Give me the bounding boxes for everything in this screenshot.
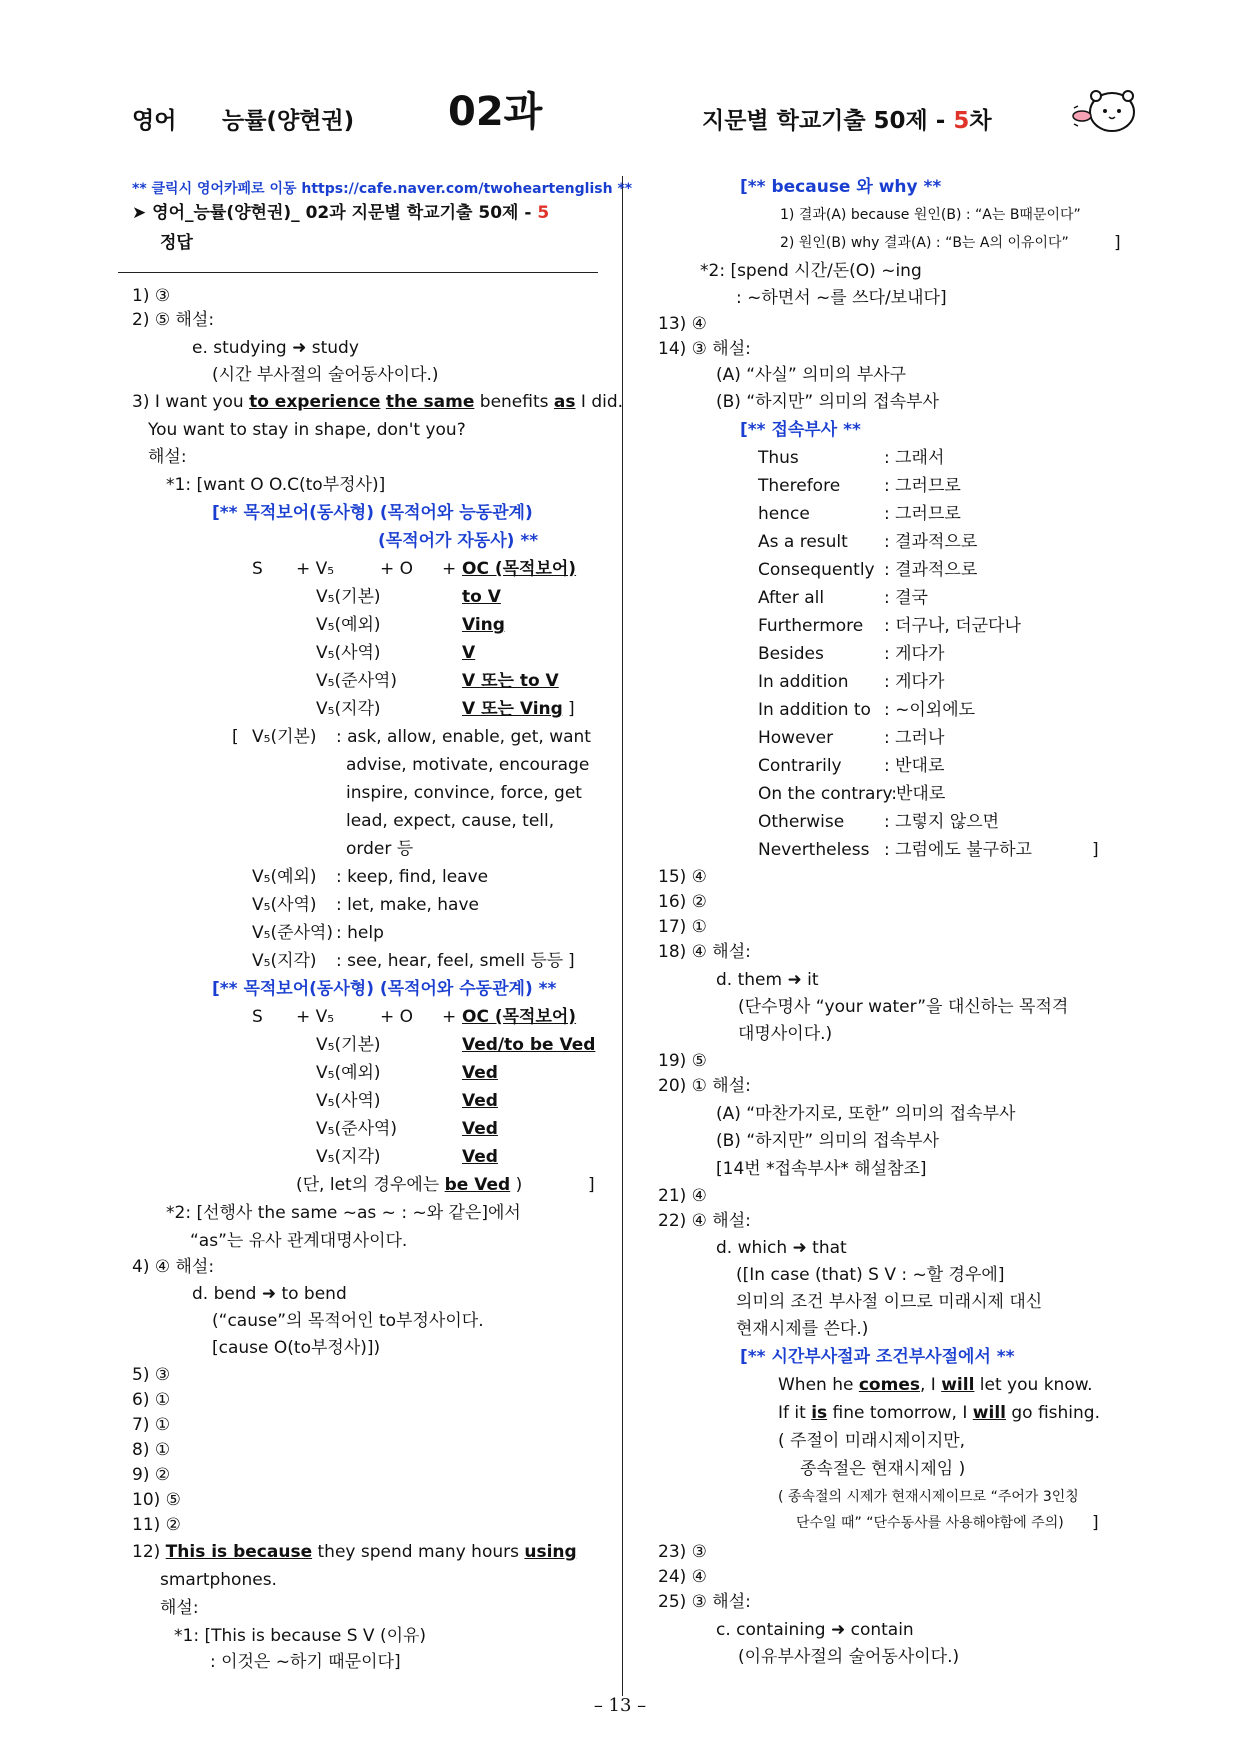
answer-15: 15) ④	[658, 867, 707, 887]
answer-12-num: 12)	[132, 1542, 166, 1562]
answer-4-note: (“cause”의 목적어인 to부정사이다.	[212, 1311, 484, 1331]
active-row-verb: V₅(사역)	[316, 643, 381, 663]
answer-20-a: (A) “마찬가지로, 또한” 의미의 접속부사	[716, 1104, 1016, 1124]
verb-list-key: V₅(예외)	[252, 867, 317, 887]
verb-list-val: lead, expect, cause, tell,	[346, 811, 555, 831]
answer-3-rule1: *1: [want O O.C(to부정사)]	[166, 475, 386, 495]
passive-row-oc: Ved/to be Ved	[462, 1035, 596, 1055]
conj-en: Thus	[758, 448, 799, 468]
answer-20: 20) ① 해설:	[658, 1076, 751, 1096]
active-heading: [** 목적보어(동사형) (목적어와 능동관계)	[212, 503, 533, 523]
verb-list-open: [	[232, 727, 239, 747]
conj-en: Nevertheless	[758, 840, 870, 860]
answer-22-note3: 현재시제를 쓴다.)	[736, 1319, 869, 1339]
conj-en: hence	[758, 504, 810, 524]
example-when	[778, 1374, 1092, 1396]
conj-close: ]	[1092, 840, 1099, 860]
active-heading-2: (목적어가 자동사) **	[378, 531, 539, 551]
conj-en: After all	[758, 588, 825, 608]
clause-close: ]	[1092, 1513, 1099, 1533]
answer-22-fix: d. which ➜ that	[716, 1238, 847, 1258]
passive-note-post: )	[510, 1175, 523, 1195]
because-why-close: ]	[1114, 233, 1121, 253]
answer-2-note: (시간 부사절의 술어동사이다.)	[212, 365, 439, 385]
conj-ko: : 결과적으로	[884, 560, 978, 580]
answer-22-note2: 의미의 조건 부사절 이므로 미래시제 대신	[736, 1292, 1043, 1312]
clause-note2: 종속절은 현재시제임 )	[800, 1459, 966, 1479]
example-when-mid: , I	[919, 1375, 942, 1395]
example-when-u1: comes	[858, 1375, 920, 1395]
answer-16: 16) ②	[658, 892, 707, 912]
answer-13: 13) ④	[658, 314, 707, 334]
conj-ko: : 그러므로	[884, 476, 961, 496]
active-row-verb: V₅(지각)	[316, 699, 381, 719]
example-if-mid: fine tomorrow, I	[827, 1403, 973, 1423]
verb-list-val: : see, hear, feel, smell 등등	[336, 951, 564, 971]
clause-note4: 단수일 때” “단수동사를 사용해야함에 주의)	[796, 1515, 1064, 1531]
conj-ko: : 그러나	[884, 728, 945, 748]
passive-row-verb: V₅(예외)	[316, 1063, 381, 1083]
answer-14: 14) ③ 해설:	[658, 339, 751, 359]
conj-en: In addition	[758, 672, 849, 692]
table-head-s: S	[252, 1007, 263, 1027]
conj-en: Besides	[758, 644, 824, 664]
example-when-pre: When he	[778, 1375, 859, 1395]
why-rule: 2) 원인(B) why 결과(A) : “B는 A의 이유이다”	[780, 235, 1069, 251]
answer-23: 23) ③	[658, 1542, 707, 1562]
conj-en: As a result	[758, 532, 848, 552]
clause-note1: ( 주절이 미래시제이지만,	[778, 1431, 966, 1451]
answer-20-ref: [14번 *접속부사* 해설참조]	[716, 1159, 927, 1179]
answer-12-sentence	[132, 1541, 577, 1563]
answer-9: 9) ②	[132, 1465, 171, 1485]
conj-en: Therefore	[758, 476, 841, 496]
answer-22: 22) ④ 해설:	[658, 1211, 751, 1231]
because-rule: 1) 결과(A) because 원인(B) : “A는 B때문이다”	[780, 207, 1081, 223]
answer-3-explain: 해설:	[148, 447, 187, 467]
answer-3-post: I did.	[575, 392, 624, 412]
page-number: – 13 –	[593, 1695, 647, 1716]
verb-list-val: order 등	[346, 839, 414, 859]
active-row-oc: V 또는 Ving	[462, 699, 563, 719]
answer-12-explain: 해설:	[160, 1598, 199, 1618]
answer-20-b: (B) “하지만” 의미의 접속부사	[716, 1131, 939, 1151]
answer-3-mid: benefits	[474, 392, 554, 412]
active-row-oc: Ving	[462, 615, 505, 635]
passive-row-verb: V₅(기본)	[316, 1035, 381, 1055]
lesson-label: 02과	[448, 89, 543, 135]
answer-19: 19) ⑤	[658, 1051, 707, 1071]
conj-en: Contrarily	[758, 756, 842, 776]
answer-1: 1) ③	[132, 286, 171, 306]
conj-heading: [** 접속부사 **	[740, 420, 861, 440]
conj-ko: : 반대로	[884, 756, 945, 776]
verb-list-val: : help	[336, 923, 384, 943]
conj-ko: : 게다가	[884, 672, 945, 692]
verb-list-val: : keep, find, leave	[336, 867, 489, 887]
verb-list-val: inspire, convince, force, get	[346, 783, 582, 803]
answer-heading	[132, 202, 549, 224]
conj-en: Furthermore	[758, 616, 864, 636]
answer-heading-text: ➤ 영어_능률(양현권)_ 02과 지문별 학교기출 50제 -	[132, 203, 538, 223]
book-label: 능률(양현권)	[222, 108, 355, 134]
conj-ko: : 그러므로	[884, 504, 961, 524]
answer-3-tag: You want to stay in shape, don't you?	[148, 420, 466, 440]
conj-ko: : 결과적으로	[884, 532, 978, 552]
active-table-close: ]	[568, 699, 575, 719]
active-row-verb: V₅(준사역)	[316, 671, 397, 691]
title-suffix: 차	[969, 108, 992, 134]
passive-note-pre: (단, let의 경우에는	[296, 1175, 445, 1195]
answer-14-b: (B) “하지만” 의미의 접속부사	[716, 392, 939, 412]
passive-close: ]	[588, 1175, 595, 1195]
example-if-u2: will	[972, 1403, 1006, 1423]
passive-note-u: be Ved	[444, 1175, 511, 1195]
active-row-oc: V	[462, 643, 476, 663]
answer-8: 8) ①	[132, 1440, 171, 1460]
conj-ko: : ~이외에도	[884, 700, 976, 720]
table-head-o: + O	[380, 1007, 414, 1027]
passive-row-oc: Ved	[462, 1063, 498, 1083]
table-head-o: + O	[380, 559, 414, 579]
answer-18: 18) ④ 해설:	[658, 942, 751, 962]
example-if	[778, 1402, 1100, 1424]
answer-10: 10) ⑤	[132, 1490, 181, 1510]
active-row-oc: V 또는 to V	[462, 671, 559, 691]
subject-label: 영어	[132, 108, 177, 134]
clause-note3: ( 종속절의 시제가 현재시제이므로 “주어가 3인칭	[778, 1489, 1079, 1505]
table-head-s: S	[252, 559, 263, 579]
verb-list-key: V₅(지각)	[252, 951, 317, 971]
table-head-oc: OC (목적보어)	[462, 1007, 577, 1027]
cafe-link[interactable]: ** 클릭시 영어카페로 이동 https://cafe.naver.com/twoheartenglish **	[132, 181, 633, 197]
conj-ko: : 게다가	[884, 644, 945, 664]
verb-list-close: ]	[568, 951, 575, 971]
spend-rule: *2: [spend 시간/돈(O) ~ing	[700, 261, 922, 281]
verb-list-key: V₅(준사역)	[252, 923, 333, 943]
conj-en: Otherwise	[758, 812, 845, 832]
answer-3-u1: to experience	[249, 392, 381, 412]
answer-25-fix: c. containing ➜ contain	[716, 1620, 914, 1640]
answer-3-rule2b: “as”는 유사 관계대명사이다.	[190, 1231, 408, 1251]
example-if-u1: is	[811, 1403, 828, 1423]
passive-row-verb: V₅(준사역)	[316, 1119, 397, 1139]
answer-25: 25) ③ 해설:	[658, 1592, 751, 1612]
passive-row-oc: Ved	[462, 1119, 498, 1139]
answer-4-note2: [cause O(to부정사)])	[212, 1338, 381, 1358]
answer-18-note2: 대명사이다.)	[738, 1024, 833, 1044]
answer-3-rule2: *2: [선행사 the same ~as ~ : ~와 같은]에서	[166, 1203, 521, 1223]
example-if-post: go fishing.	[1005, 1403, 1100, 1423]
answer-5: 5) ③	[132, 1365, 171, 1385]
answer-14-a: (A) “사실” 의미의 부사구	[716, 365, 907, 385]
passive-row-verb: V₅(지각)	[316, 1147, 381, 1167]
table-head-v: + V₅	[296, 1007, 335, 1027]
passive-row-verb: V₅(사역)	[316, 1091, 381, 1111]
example-when-post: let you know.	[974, 1375, 1093, 1395]
answer-2: 2) ⑤ 해설:	[132, 310, 215, 330]
title-prefix: 지문별 학교기출 50제 -	[702, 108, 954, 134]
because-why-heading: [** because 와 why **	[740, 177, 942, 197]
conj-en: On the contrary:	[758, 784, 897, 804]
bear-mascot-icon	[1072, 86, 1142, 136]
answer-3-u3: as	[553, 392, 576, 412]
answer-22-note1: ([In case (that) S V : ~할 경우에]	[736, 1265, 1005, 1285]
conj-en: Consequently	[758, 560, 875, 580]
answer-12-cont: smartphones.	[160, 1570, 277, 1590]
page-header	[132, 80, 1132, 140]
example-if-pre: If it	[778, 1403, 812, 1423]
answer-7: 7) ①	[132, 1415, 171, 1435]
spend-rule-b: : ~하면서 ~를 쓰다/보내다]	[736, 288, 947, 308]
table-head-plus: +	[442, 1007, 457, 1027]
conj-en: In addition to	[758, 700, 871, 720]
answer-12-u2: using	[524, 1542, 577, 1562]
answer-12-mid: they spend many hours	[312, 1542, 525, 1562]
conj-ko: : 더구나, 더군다나	[884, 616, 1021, 636]
answer-label: 정답	[160, 233, 193, 253]
answer-11: 11) ②	[132, 1515, 181, 1535]
answer-12-rule1b: : 이것은 ~하기 때문이다]	[210, 1652, 401, 1672]
passive-heading: [** 목적보어(동사형) (목적어와 수동관계) **	[212, 979, 557, 999]
conj-en: However	[758, 728, 834, 748]
answer-3-u2: the same	[385, 392, 475, 412]
conj-ko: : 그럼에도 불구하고	[884, 840, 1032, 860]
conj-ko: : 그렇지 않으면	[884, 812, 1000, 832]
answer-3-pre: 3) I want you	[132, 392, 250, 412]
clause-heading: [** 시간부사절과 조건부사절에서 **	[740, 1347, 1015, 1367]
verb-list-val: : ask, allow, enable, get, want	[336, 727, 591, 747]
table-head-v: + V₅	[296, 559, 335, 579]
example-when-u2: will	[941, 1375, 975, 1395]
passive-row-oc: Ved	[462, 1091, 498, 1111]
answer-4-fix: d. bend ➜ to bend	[192, 1284, 347, 1304]
active-row-verb: V₅(기본)	[316, 587, 381, 607]
passive-note	[296, 1174, 522, 1196]
active-row-oc: to V	[462, 587, 501, 607]
page-title	[702, 102, 992, 135]
active-row-verb: V₅(예외)	[316, 615, 381, 635]
answer-4: 4) ④ 해설:	[132, 1257, 215, 1277]
table-head-plus: +	[442, 559, 457, 579]
answer-heading-num: 5	[537, 203, 550, 223]
answer-12-u1: This is because	[165, 1542, 313, 1562]
answer-17: 17) ①	[658, 917, 707, 937]
conj-ko: : 그래서	[884, 448, 945, 468]
answer-18-fix: d. them ➜ it	[716, 970, 819, 990]
answer-3-sentence	[132, 391, 623, 413]
verb-list-key: V₅(기본)	[252, 727, 317, 747]
answer-6: 6) ①	[132, 1390, 171, 1410]
conj-ko: 반대로	[896, 784, 946, 804]
table-head-oc: OC (목적보어)	[462, 559, 577, 579]
heading-rule	[118, 272, 598, 273]
answer-12-rule1: *1: [This is because S V (이유)	[174, 1626, 427, 1646]
answer-18-note: (단수명사 “your water”을 대신하는 목적격	[738, 997, 1069, 1017]
answer-21: 21) ④	[658, 1186, 707, 1206]
verb-list-key: V₅(사역)	[252, 895, 317, 915]
passive-row-oc: Ved	[462, 1147, 498, 1167]
conj-ko: : 결국	[884, 588, 928, 608]
verb-list-val: advise, motivate, encourage	[346, 755, 590, 775]
answer-25-note: (이유부사절의 술어동사이다.)	[738, 1647, 960, 1667]
answer-2-fix: e. studying ➜ study	[192, 338, 359, 358]
answer-24: 24) ④	[658, 1567, 707, 1587]
verb-list-val: : let, make, have	[336, 895, 479, 915]
title-number: 5	[953, 108, 970, 134]
